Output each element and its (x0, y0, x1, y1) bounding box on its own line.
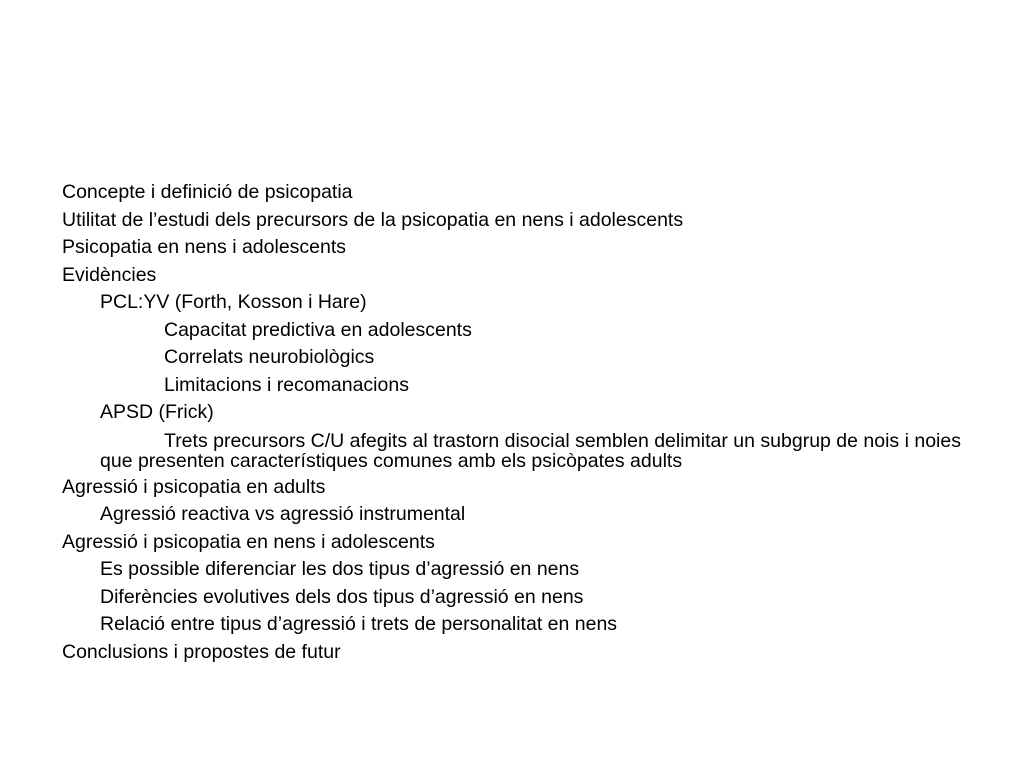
outline-item-agressio-nens: Agressió i psicopatia en nens i adolescents (62, 530, 435, 553)
outline-item-reactiva-instrumental: Agressió reactiva vs agressió instrumental (100, 503, 466, 525)
outline-item-pclyv: PCL:YV (Forth, Kosson i Hare) (100, 291, 367, 313)
outline-item-evidencies: Evidències (62, 263, 157, 286)
outline-item-psicopatia-nens: Psicopatia en nens i adolescents (62, 236, 347, 258)
outline-item-utilitat: Utilitat de l’estudi dels precursors de la psicopatia en nens i adolescents (62, 208, 684, 231)
outline-item-correlats: Correlats neurobiològics (164, 346, 375, 368)
outline-item-limitacions: Limitacions i recomanacions (164, 373, 409, 396)
outline-item-concepte: Concepte i definició de psicopatia (62, 181, 353, 203)
outline-item-apsd: APSD (Frick) (100, 401, 214, 423)
outline-item-relacio: Relació entre tipus d’agressió i trets de personalitat en nens (100, 613, 618, 635)
outline-item-diferenciar: Es possible diferenciar les dos tipus d’agressió en nens (100, 558, 580, 580)
outline-item-conclusions: Conclusions i propostes de futur (62, 640, 341, 663)
slide-outline (62, 179, 962, 666)
outline-item-diferencies-evolutives: Diferències evolutives dels dos tipus d’agressió en nens (100, 585, 584, 608)
outline-item-agressio-adults: Agressió i psicopatia en adults (62, 475, 326, 498)
outline-item-trets-precursors: Trets precursors C/U afegits al trastorn disocial semblen delimitar un subgrup de nois i noies que presenten característiques comunes amb els psicòpates adults (100, 429, 961, 472)
outline-item-capacitat-predictiva: Capacitat predictiva en adolescents (164, 318, 472, 341)
